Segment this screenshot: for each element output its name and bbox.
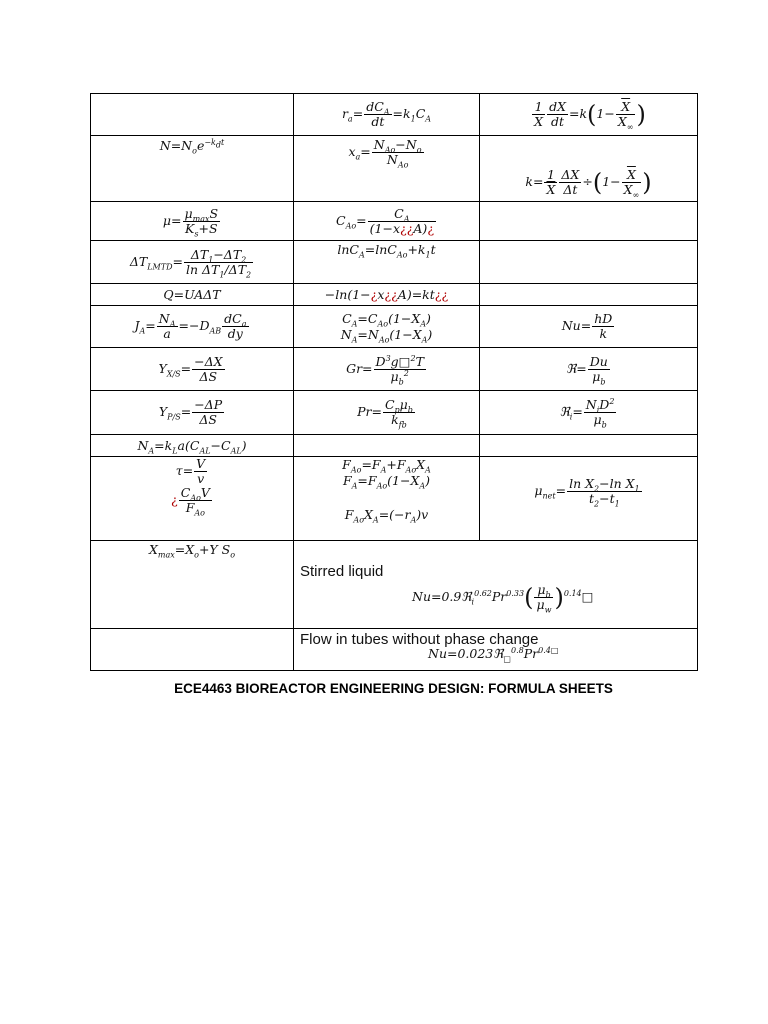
formula-heat-transfer: Q=UAΔT [163, 286, 221, 302]
table-cell [294, 348, 480, 391]
table-row [91, 457, 698, 541]
formula-oxygen-transfer: $N_A=k_La(C_{AL}-C_{AL})$ [137, 437, 247, 455]
table-cell [294, 284, 480, 306]
formula-impeller-reynolds: ℜ$_i$= $\frac{N_iD^2}{\mu_b}$ [559, 396, 615, 430]
table-row [91, 202, 698, 241]
tube-flow-label: Flow in tubes without phase change [300, 631, 539, 648]
stirred-liquid-label: Stirred liquid [300, 563, 384, 580]
table-cell [91, 202, 294, 241]
formula-first-order-conversion: −ln(1−¿x¿¿A)=kt¿¿ [324, 286, 449, 302]
table-cell [480, 94, 698, 136]
table-row [91, 391, 698, 435]
table-row [91, 435, 698, 457]
table-row [91, 94, 698, 136]
table-cell [480, 202, 698, 241]
formula-residence-time: τ= $\frac{V}{v}$ ¿ $\frac{C_{Ao}V}{F_{Ao}}$ [171, 456, 210, 518]
formula-table [90, 93, 698, 671]
formula-molar-flow: $F_{Ao}=F_A+F_{Ao}X_A$ $F_A=F_{Ao}(1-X_A)$ $F_{Ao}X_A=(-r_A)v$ [342, 457, 431, 525]
formula-lmtd: $\Delta T_{LMTD}=$ $\frac{\Delta T_1-\Delta T_2}{\ln \Delta T_1/\Delta T_2}$ [129, 246, 252, 279]
table-cell [91, 457, 294, 541]
table-cell [294, 391, 480, 435]
table-row [91, 136, 698, 202]
formula-log-concentration: $\ln C_A=\ln C_{Ao}+k_1t$ [337, 242, 436, 260]
table-cell [294, 306, 480, 348]
table-cell [294, 241, 480, 284]
formula-yield-xs: $Y_{X/S}=$ $\frac{-\Delta X}{\Delta S}$ [158, 353, 223, 384]
table-row [91, 241, 698, 284]
formula-death-rate: $N=N_oe^{-k_dt}$ [159, 137, 225, 156]
formula-conversion: $x_a=$ $\frac{N_{Ao}-N_o}{N_{Ao}}$ [348, 137, 422, 170]
table-row [91, 629, 698, 671]
table-cell [294, 435, 480, 457]
table-cell [480, 391, 698, 435]
formula-grashof: Gr= $\frac{D^3g□^2T}{\mu_b^2}$ [346, 353, 424, 386]
table-row [91, 306, 698, 348]
table-cell [91, 284, 294, 306]
formula-prandtl: Pr= $\frac{C_p\mu_b}{k_{fb}}$ [357, 397, 413, 430]
formula-monod: μ= $\frac{\mu_{max}S}{K_s+S}$ [162, 205, 219, 238]
formula-growth-constant: k= $\frac{1}{X}$ $\frac{\Delta X}{\Delta t}$ ÷(1− $\frac{\overline{X}}{X_\infty}$ ) [525, 167, 652, 200]
table-cell [91, 629, 294, 671]
table-row [91, 284, 698, 306]
formula-net-growth-rate: $\mu_{net}=$ $\frac{\ln X_2-\ln X_1}{t_2-t_1}$ [534, 476, 640, 509]
formula-initial-concentration: $C_{Ao}=$ $\frac{C_A}{(1-x¿¿A)¿}$ [335, 205, 435, 236]
table-cell [294, 94, 480, 136]
table-cell [91, 348, 294, 391]
formula-reynolds: ℜ= $\frac{Du}{\mu_b}$ [566, 353, 608, 386]
table-cell [91, 541, 294, 629]
table-cell [480, 348, 698, 391]
table-cell [294, 202, 480, 241]
formula-logistic-growth: $\frac{1}{X}$ $\frac{dX}{dt}$ =k(1− $\frac{\overline{X}}{X_\infty}$ ) [534, 99, 646, 132]
table-row [91, 348, 698, 391]
table-cell [480, 136, 698, 202]
formula-reaction-rate: $r_a=$ $\frac{dC_A}{dt}$ $=k_1C_A$ [341, 99, 432, 129]
formula-max-biomass: $X_{max}=X_o+Y$ $S_o$ [148, 542, 236, 560]
table-cell [91, 94, 294, 136]
table-cell [480, 284, 698, 306]
page-title: ECE4463 BIOREACTOR ENGINEERING DESIGN: FORMULA SHEETS [174, 681, 613, 696]
formula-stirred-nusselt: $Nu=0.9ℜ_i^{0.62}Pr^{0.33}$( $\frac{\mu_b}{\mu_w}$ )$^{0.14}$□ [412, 582, 594, 615]
table-cell [294, 136, 480, 202]
table-cell [294, 541, 698, 629]
table-cell [294, 457, 480, 541]
table-cell [91, 136, 294, 202]
formula-yield-ps: $Y_{P/S}=$ $\frac{-\Delta P}{\Delta S}$ [158, 397, 223, 427]
formula-tube-nusselt: $Nu=0.023ℜ_□^{0.8}Pr^{0.4□}$ [428, 645, 559, 664]
table-cell [480, 241, 698, 284]
table-cell [91, 241, 294, 284]
table-cell [294, 629, 698, 671]
table-cell [91, 391, 294, 435]
table-cell [91, 435, 294, 457]
formula-molar-flux: $J_A=$ $\frac{N_A}{a}$ $=-D_{AB}$ $\frac{dC_a}{dy}$ [134, 311, 247, 341]
table-cell [91, 306, 294, 348]
table-cell [480, 435, 698, 457]
formula-nusselt: Nu= $\frac{hD}{k}$ [561, 311, 613, 341]
table-cell [480, 306, 698, 348]
table-cell [480, 457, 698, 541]
formula-concentration-pair: $C_A=C_{Ao}(1-X_A)$ $N_A=N_{Ao}(1-X_A)$ [340, 310, 433, 344]
table-row [91, 541, 698, 629]
